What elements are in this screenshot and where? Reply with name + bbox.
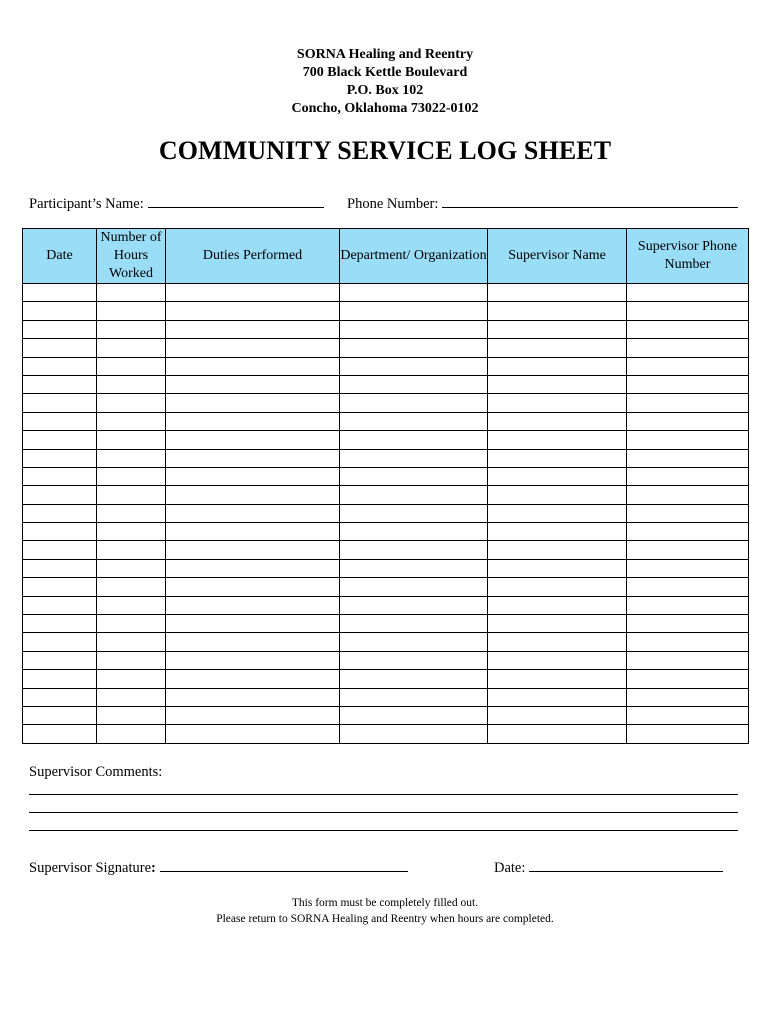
cell-department[interactable] bbox=[340, 523, 488, 541]
cell-hours[interactable] bbox=[97, 449, 166, 467]
cell-hours[interactable] bbox=[97, 302, 166, 320]
cell-hours[interactable] bbox=[97, 670, 166, 688]
cell-supervisor-name[interactable] bbox=[488, 725, 627, 743]
cell-duties[interactable] bbox=[166, 357, 340, 375]
cell-hours[interactable] bbox=[97, 523, 166, 541]
signature-colon: : bbox=[151, 860, 156, 876]
cell-supervisor-phone[interactable] bbox=[627, 504, 749, 522]
participant-name-line[interactable] bbox=[148, 193, 324, 208]
cell-supervisor-name[interactable] bbox=[488, 541, 627, 559]
cell-department[interactable] bbox=[340, 302, 488, 320]
footer-line-1: This form must be completely filled out. bbox=[291, 897, 479, 909]
cell-duties[interactable] bbox=[166, 467, 340, 485]
cell-supervisor-phone[interactable] bbox=[627, 412, 749, 430]
cell-duties[interactable] bbox=[166, 486, 340, 504]
cell-date[interactable] bbox=[23, 596, 97, 614]
cell-supervisor-phone[interactable] bbox=[627, 596, 749, 614]
cell-hours[interactable] bbox=[97, 615, 166, 633]
cell-department[interactable] bbox=[340, 320, 488, 338]
cell-duties[interactable] bbox=[166, 541, 340, 559]
cell-date[interactable] bbox=[23, 284, 97, 302]
table-row bbox=[23, 504, 749, 522]
cell-date[interactable] bbox=[23, 541, 97, 559]
participant-name-field[interactable] bbox=[29, 193, 324, 213]
cell-department[interactable] bbox=[340, 559, 488, 577]
cell-department[interactable] bbox=[340, 670, 488, 688]
cell-hours[interactable] bbox=[97, 375, 166, 393]
cell-date[interactable] bbox=[23, 449, 97, 467]
cell-supervisor-phone[interactable] bbox=[627, 467, 749, 485]
cell-supervisor-phone[interactable] bbox=[627, 302, 749, 320]
cell-hours[interactable] bbox=[97, 633, 166, 651]
cell-date[interactable] bbox=[23, 651, 97, 669]
cell-department[interactable] bbox=[340, 651, 488, 669]
cell-supervisor-name[interactable] bbox=[488, 467, 627, 485]
cell-hours[interactable] bbox=[97, 339, 166, 357]
cell-supervisor-name[interactable] bbox=[488, 504, 627, 522]
cell-duties[interactable] bbox=[166, 670, 340, 688]
cell-duties[interactable] bbox=[166, 394, 340, 412]
cell-duties[interactable] bbox=[166, 339, 340, 357]
cell-supervisor-phone[interactable] bbox=[627, 670, 749, 688]
cell-department[interactable] bbox=[340, 486, 488, 504]
cell-date[interactable] bbox=[23, 559, 97, 577]
cell-date[interactable] bbox=[23, 633, 97, 651]
cell-supervisor-name[interactable] bbox=[488, 615, 627, 633]
cell-date[interactable] bbox=[23, 375, 97, 393]
cell-supervisor-phone[interactable] bbox=[627, 339, 749, 357]
cell-hours[interactable] bbox=[97, 725, 166, 743]
supervisor-signature-line[interactable] bbox=[160, 857, 408, 872]
table-row bbox=[23, 559, 749, 577]
cell-supervisor-name[interactable] bbox=[488, 578, 627, 596]
cell-supervisor-phone[interactable] bbox=[627, 541, 749, 559]
table-row bbox=[23, 394, 749, 412]
cell-department[interactable] bbox=[340, 633, 488, 651]
cell-hours[interactable] bbox=[97, 559, 166, 577]
cell-hours[interactable] bbox=[97, 504, 166, 522]
table-row bbox=[23, 431, 749, 449]
cell-hours[interactable] bbox=[97, 284, 166, 302]
table-row bbox=[23, 670, 749, 688]
cell-date[interactable] bbox=[23, 394, 97, 412]
table-row bbox=[23, 284, 749, 302]
table-row bbox=[23, 449, 749, 467]
table-row bbox=[23, 541, 749, 559]
comment-line[interactable] bbox=[29, 812, 738, 813]
cell-duties[interactable] bbox=[166, 651, 340, 669]
table-row bbox=[23, 412, 749, 430]
cell-department[interactable] bbox=[340, 596, 488, 614]
cell-supervisor-name[interactable] bbox=[488, 357, 627, 375]
table-row bbox=[23, 302, 749, 320]
cell-supervisor-name[interactable] bbox=[488, 688, 627, 706]
cell-department[interactable] bbox=[340, 504, 488, 522]
cell-supervisor-phone[interactable] bbox=[627, 633, 749, 651]
cell-supervisor-phone[interactable] bbox=[627, 578, 749, 596]
column-header-date: Date bbox=[23, 229, 97, 284]
table-row bbox=[23, 725, 749, 743]
cell-supervisor-name[interactable] bbox=[488, 375, 627, 393]
page-title: COMMUNITY SERVICE LOG SHEET bbox=[158, 136, 612, 165]
table-header-row bbox=[23, 229, 749, 284]
cell-hours[interactable] bbox=[97, 578, 166, 596]
cell-hours[interactable] bbox=[97, 688, 166, 706]
cell-supervisor-phone[interactable] bbox=[627, 559, 749, 577]
cell-duties[interactable] bbox=[166, 523, 340, 541]
cell-department[interactable] bbox=[340, 375, 488, 393]
cell-duties[interactable] bbox=[166, 284, 340, 302]
cell-department[interactable] bbox=[340, 615, 488, 633]
cell-supervisor-phone[interactable] bbox=[627, 486, 749, 504]
cell-department[interactable] bbox=[340, 449, 488, 467]
cell-date[interactable] bbox=[23, 339, 97, 357]
org-name: SORNA Healing and Reentry bbox=[296, 47, 474, 62]
cell-supervisor-phone[interactable] bbox=[627, 357, 749, 375]
cell-department[interactable] bbox=[340, 541, 488, 559]
cell-duties[interactable] bbox=[166, 578, 340, 596]
log-table bbox=[22, 228, 749, 744]
cell-supervisor-phone[interactable] bbox=[627, 688, 749, 706]
cell-date[interactable] bbox=[23, 615, 97, 633]
cell-department[interactable] bbox=[340, 412, 488, 430]
table-row bbox=[23, 523, 749, 541]
cell-hours[interactable] bbox=[97, 706, 166, 724]
cell-duties[interactable] bbox=[166, 412, 340, 430]
cell-hours[interactable] bbox=[97, 486, 166, 504]
cell-hours[interactable] bbox=[97, 467, 166, 485]
cell-supervisor-name[interactable] bbox=[488, 651, 627, 669]
cell-date[interactable] bbox=[23, 431, 97, 449]
cell-date[interactable] bbox=[23, 523, 97, 541]
cell-supervisor-phone[interactable] bbox=[627, 431, 749, 449]
cell-date[interactable] bbox=[23, 320, 97, 338]
cell-supervisor-phone[interactable] bbox=[627, 706, 749, 724]
table-row bbox=[23, 375, 749, 393]
supervisor-signature-field[interactable] bbox=[29, 857, 408, 877]
cell-supervisor-phone[interactable] bbox=[627, 651, 749, 669]
cell-department[interactable] bbox=[340, 725, 488, 743]
cell-supervisor-name[interactable] bbox=[488, 431, 627, 449]
cell-duties[interactable] bbox=[166, 559, 340, 577]
cell-supervisor-name[interactable] bbox=[488, 302, 627, 320]
table-row bbox=[23, 357, 749, 375]
cell-duties[interactable] bbox=[166, 596, 340, 614]
cell-department[interactable] bbox=[340, 467, 488, 485]
cell-department[interactable] bbox=[340, 394, 488, 412]
cell-supervisor-phone[interactable] bbox=[627, 725, 749, 743]
table-row bbox=[23, 339, 749, 357]
table-row bbox=[23, 467, 749, 485]
cell-hours[interactable] bbox=[97, 357, 166, 375]
date-label: Date: bbox=[494, 860, 526, 876]
phone-number-label: Phone Number: bbox=[347, 196, 439, 212]
log-table-body bbox=[23, 284, 749, 744]
column-header-supervisor-name: Supervisor Name bbox=[488, 229, 627, 284]
cell-supervisor-name[interactable] bbox=[488, 284, 627, 302]
cell-duties[interactable] bbox=[166, 725, 340, 743]
table-row bbox=[23, 486, 749, 504]
cell-supervisor-name[interactable] bbox=[488, 449, 627, 467]
phone-number-field[interactable] bbox=[347, 193, 738, 213]
cell-supervisor-phone[interactable] bbox=[627, 320, 749, 338]
comment-line[interactable] bbox=[29, 830, 738, 831]
column-header-duties: Duties Performed bbox=[166, 229, 340, 284]
table-row bbox=[23, 651, 749, 669]
cell-supervisor-phone[interactable] bbox=[627, 523, 749, 541]
cell-duties[interactable] bbox=[166, 302, 340, 320]
table-row bbox=[23, 596, 749, 614]
cell-date[interactable] bbox=[23, 504, 97, 522]
cell-duties[interactable] bbox=[166, 431, 340, 449]
participant-name-label: Participant’s Name: bbox=[29, 196, 144, 212]
cell-duties[interactable] bbox=[166, 320, 340, 338]
cell-supervisor-phone[interactable] bbox=[627, 284, 749, 302]
cell-date[interactable] bbox=[23, 302, 97, 320]
cell-hours[interactable] bbox=[97, 412, 166, 430]
cell-department[interactable] bbox=[340, 339, 488, 357]
cell-hours[interactable] bbox=[97, 431, 166, 449]
org-po-box: P.O. Box 102 bbox=[346, 83, 424, 98]
comment-line[interactable] bbox=[29, 794, 738, 795]
cell-department[interactable] bbox=[340, 688, 488, 706]
cell-supervisor-name[interactable] bbox=[488, 394, 627, 412]
cell-department[interactable] bbox=[340, 431, 488, 449]
table-row bbox=[23, 633, 749, 651]
cell-supervisor-name[interactable] bbox=[488, 412, 627, 430]
cell-hours[interactable] bbox=[97, 596, 166, 614]
table-row bbox=[23, 615, 749, 633]
cell-hours[interactable] bbox=[97, 541, 166, 559]
cell-department[interactable] bbox=[340, 357, 488, 375]
supervisor-signature-label: Supervisor Signature bbox=[29, 860, 152, 876]
cell-duties[interactable] bbox=[166, 615, 340, 633]
cell-date[interactable] bbox=[23, 578, 97, 596]
column-header-hours: Number of Hours Worked bbox=[97, 229, 166, 284]
table-row bbox=[23, 706, 749, 724]
cell-date[interactable] bbox=[23, 467, 97, 485]
supervisor-comments-label: Supervisor Comments: bbox=[29, 764, 163, 780]
cell-hours[interactable] bbox=[97, 320, 166, 338]
cell-supervisor-name[interactable] bbox=[488, 670, 627, 688]
cell-date[interactable] bbox=[23, 688, 97, 706]
organization-header bbox=[0, 46, 770, 118]
table-row bbox=[23, 578, 749, 596]
table-row bbox=[23, 688, 749, 706]
cell-duties[interactable] bbox=[166, 706, 340, 724]
cell-supervisor-phone[interactable] bbox=[627, 615, 749, 633]
cell-date[interactable] bbox=[23, 412, 97, 430]
footer-line-2: Please return to SORNA Healing and Reentry when hours are completed. bbox=[216, 913, 554, 925]
cell-department[interactable] bbox=[340, 706, 488, 724]
cell-date[interactable] bbox=[23, 706, 97, 724]
org-city-state: Concho, Oklahoma 73022-0102 bbox=[291, 101, 479, 116]
cell-supervisor-phone[interactable] bbox=[627, 394, 749, 412]
date-line[interactable] bbox=[529, 857, 723, 872]
cell-supervisor-name[interactable] bbox=[488, 559, 627, 577]
cell-duties[interactable] bbox=[166, 375, 340, 393]
cell-department[interactable] bbox=[340, 284, 488, 302]
column-header-supervisor-phone: Supervisor Phone Number bbox=[627, 229, 749, 284]
cell-supervisor-phone[interactable] bbox=[627, 449, 749, 467]
cell-supervisor-name[interactable] bbox=[488, 339, 627, 357]
date-field[interactable] bbox=[494, 857, 723, 877]
cell-duties[interactable] bbox=[166, 504, 340, 522]
cell-duties[interactable] bbox=[166, 633, 340, 651]
cell-hours[interactable] bbox=[97, 651, 166, 669]
cell-supervisor-name[interactable] bbox=[488, 320, 627, 338]
cell-supervisor-name[interactable] bbox=[488, 706, 627, 724]
cell-supervisor-name[interactable] bbox=[488, 486, 627, 504]
column-header-department: Department/ Organization bbox=[340, 229, 488, 284]
cell-supervisor-phone[interactable] bbox=[627, 375, 749, 393]
cell-supervisor-name[interactable] bbox=[488, 596, 627, 614]
cell-date[interactable] bbox=[23, 357, 97, 375]
table-row bbox=[23, 320, 749, 338]
cell-duties[interactable] bbox=[166, 449, 340, 467]
cell-supervisor-name[interactable] bbox=[488, 523, 627, 541]
cell-date[interactable] bbox=[23, 486, 97, 504]
cell-date[interactable] bbox=[23, 670, 97, 688]
cell-date[interactable] bbox=[23, 725, 97, 743]
cell-hours[interactable] bbox=[97, 394, 166, 412]
cell-department[interactable] bbox=[340, 578, 488, 596]
phone-number-line[interactable] bbox=[442, 193, 738, 208]
footer-note bbox=[0, 895, 770, 927]
cell-supervisor-name[interactable] bbox=[488, 633, 627, 651]
cell-duties[interactable] bbox=[166, 688, 340, 706]
org-address: 700 Black Kettle Boulevard bbox=[302, 65, 468, 80]
